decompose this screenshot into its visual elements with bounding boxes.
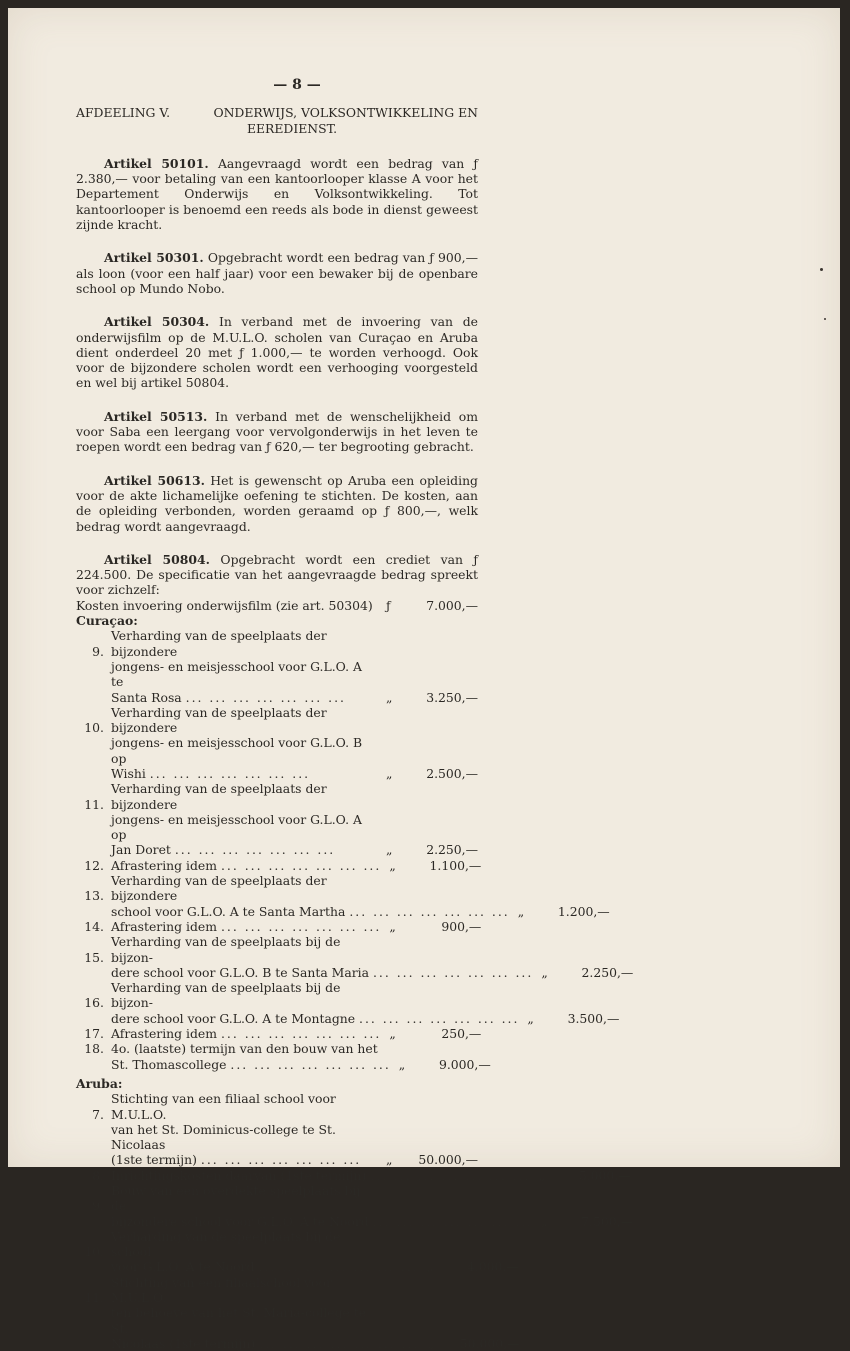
leader-dots: ... ... ... ... ... ... ... bbox=[258, 1259, 419, 1275]
expense-item-line bbox=[76, 628, 478, 659]
article-paragraph bbox=[76, 314, 478, 390]
item-amount: 3.500,— bbox=[567, 1010, 620, 1026]
item-description: Verharding van de speelplaats der bijzondere bbox=[111, 628, 327, 659]
expense-item-line bbox=[76, 1010, 620, 1026]
expense-item-line bbox=[76, 1026, 482, 1042]
leader-dots: ... ... ... ... ... ... ... bbox=[220, 857, 382, 873]
ditto-mark: „ bbox=[389, 1026, 396, 1042]
item-description: Verharding van de speelplaats der bijzondere bbox=[111, 704, 327, 736]
item-description: St. Thomascollege bbox=[111, 1056, 227, 1072]
film-cost-text: Kosten invoering onderwijsfilm (zie art. 50304) bbox=[76, 597, 373, 613]
item-description: ten behoeve van het St. Maria-college te St. bbox=[111, 1305, 367, 1336]
item-number: 9. bbox=[92, 643, 104, 659]
item-number: 8. bbox=[92, 1167, 104, 1183]
leader-dots: ... ... ... ... ... ... ... bbox=[259, 1335, 420, 1351]
expense-item-line bbox=[76, 1152, 478, 1167]
ditto-mark: „ bbox=[386, 765, 393, 781]
expense-item-line bbox=[76, 1305, 478, 1336]
ditto-mark: „ bbox=[386, 1152, 393, 1168]
item-description: Inrichtingskosten daarvan (1ste termijn) bbox=[111, 1167, 367, 1183]
item-description: Verharding van de speelplaats der bijzondere bbox=[111, 873, 327, 904]
item-description: Verharding van de speelplaats bij de bijzon- bbox=[111, 980, 341, 1011]
item-number: 17. bbox=[84, 1026, 104, 1042]
item-description: Verharding van de speelplaats bij de bijzon- bbox=[111, 934, 341, 965]
item-description: Bouw van een overdekte speelplaats bij de bbox=[111, 1183, 361, 1214]
paper-speck bbox=[824, 318, 826, 320]
aruba-items bbox=[76, 1091, 633, 1351]
expense-item-line bbox=[76, 1275, 478, 1306]
item-number: 9. bbox=[92, 1198, 104, 1214]
item-description: dere school voor G.L.O. A te Montagne bbox=[111, 1010, 356, 1026]
expense-item-line bbox=[76, 903, 610, 919]
expense-item-line bbox=[76, 1122, 478, 1153]
item-description: Stichting van een filiaal school voor M.U.L.O. bbox=[111, 1091, 336, 1122]
item-description: van het St. Dominicus-college te St. Nicolaas bbox=[111, 1121, 336, 1153]
item-description: Wishi bbox=[111, 765, 146, 781]
aruba-label: Aruba: bbox=[76, 1075, 123, 1091]
leader-dots: ... ... ... ... ... ... ... bbox=[149, 765, 311, 781]
leader-dots: ... ... ... ... ... ... ... bbox=[370, 1167, 531, 1183]
expense-item-line bbox=[76, 842, 478, 857]
item-description: jongens- en meisjesschool voor G.L.O. A te bbox=[111, 658, 362, 690]
leader-dots: ... ... ... ... ... ... ... bbox=[349, 903, 510, 919]
expense-item-line bbox=[76, 1213, 633, 1229]
expense-item-line bbox=[76, 918, 482, 934]
expense-item-line bbox=[76, 659, 478, 690]
item-description: Afrastering idem bbox=[111, 1026, 218, 1042]
item-amount: 1.100,— bbox=[429, 857, 482, 873]
leader-dots: ... ... ... ... ... ... ... bbox=[220, 918, 382, 934]
paper-speck bbox=[820, 268, 823, 271]
item-amount: 900,— bbox=[441, 918, 482, 934]
item-amount: 2.250,— bbox=[426, 842, 478, 858]
article-paragraphs bbox=[76, 156, 478, 598]
ditto-mark: „ bbox=[386, 842, 393, 858]
leader-dots: ... ... ... ... ... ... ... bbox=[372, 964, 534, 980]
item-amount: 2.250,— bbox=[581, 964, 634, 980]
item-number: 10. bbox=[84, 720, 104, 736]
ditto-mark: „ bbox=[426, 1259, 434, 1275]
expense-item-line bbox=[76, 690, 478, 705]
article-number: Artikel 50513. bbox=[104, 408, 208, 424]
item-description: jongens- en meisjesschool voor G.L.O. A op bbox=[111, 811, 362, 843]
item-number: 16. bbox=[84, 995, 104, 1011]
page-number: — 8 — bbox=[273, 77, 321, 93]
ditto-mark: „ bbox=[389, 857, 396, 873]
expense-item-line bbox=[76, 1091, 478, 1122]
item-number: 11. bbox=[84, 796, 104, 812]
ditto-mark: „ bbox=[517, 903, 525, 919]
expense-item-line bbox=[76, 1183, 478, 1214]
item-number: 10. bbox=[84, 1244, 104, 1260]
ditto-mark: „ bbox=[527, 1010, 534, 1026]
leader-dots: ... ... ... ... ... ... ... bbox=[200, 1152, 362, 1168]
item-description: bijzondere school voor G.L.O. A te Noord bbox=[111, 1213, 369, 1229]
expense-item-line bbox=[76, 934, 478, 965]
leader-dots: ... ... ... ... ... ... ... bbox=[372, 1213, 533, 1229]
article-number: Artikel 50304. bbox=[104, 314, 210, 330]
expense-item-line bbox=[76, 1335, 520, 1351]
item-number: 12. bbox=[84, 857, 104, 873]
item-description: Afrastering idem bbox=[111, 857, 218, 873]
article-paragraph bbox=[76, 552, 478, 598]
ditto-mark: „ bbox=[389, 918, 396, 934]
item-description: (1ste termijn) bbox=[111, 1152, 197, 1168]
section-heading bbox=[76, 105, 478, 136]
item-description: Santa Rosa bbox=[111, 689, 182, 705]
article-text: In verband met de wenschelijkheid om voor Saba een leergang voor vervolgonderwijs in het leven te roepen wordt een bedrag van ƒ 620,— ter begrooting gebracht. bbox=[76, 408, 478, 455]
expense-item-line bbox=[76, 1229, 478, 1260]
section-title-line1: ONDERWIJS, VOLKSONTWIKKELING EN bbox=[213, 105, 478, 121]
text-column bbox=[76, 77, 634, 1351]
item-amount: 1.200,— bbox=[557, 903, 610, 919]
item-description: Verharding van de speelplaats der bijzondere bbox=[111, 781, 327, 812]
item-amount: 50.000,— bbox=[418, 1152, 478, 1168]
ditto-mark: „ bbox=[386, 689, 393, 705]
section-title-line2: EEREDIENST. bbox=[246, 120, 338, 136]
ditto-mark: „ bbox=[538, 1167, 546, 1183]
item-number: 11. bbox=[84, 1290, 104, 1306]
article-number: Artikel 50301. bbox=[104, 250, 204, 266]
expense-item-line bbox=[76, 857, 482, 873]
document-page bbox=[8, 8, 840, 1351]
item-number: 15. bbox=[84, 949, 104, 965]
item-description: Afrastering idem bbox=[111, 918, 218, 934]
curacao-items bbox=[76, 628, 634, 1072]
article-text: In verband met de invoering van de onderwijsfilm op de M.U.L.O. scholen van Curaçao en Aruba dient onderdeel 20 met ƒ 1.000,— te worden verhoogd. Ook voor de bijzondere scholen wordt een verhooging voorgesteld en wel bij artikel 50804. bbox=[76, 314, 478, 391]
ditto-mark: „ bbox=[540, 1213, 548, 1229]
expense-item-line bbox=[76, 1259, 519, 1275]
leader-dots: ... ... ... ... ... ... ... bbox=[174, 842, 336, 858]
item-number: 7. bbox=[92, 1106, 104, 1122]
expense-item-line bbox=[76, 1167, 631, 1183]
expense-item-line bbox=[76, 1056, 491, 1072]
item-description: school voor G.L.O. A te Santa Martha bbox=[111, 903, 346, 919]
article-text: Opgebracht wordt een bedrag van ƒ 900,— als loon (voor een half jaar) voor een bewaker bij de openbare school op Mundo Nobo. bbox=[76, 250, 478, 296]
article-paragraph bbox=[76, 473, 478, 534]
item-amount: 4.000,— bbox=[466, 1259, 519, 1275]
expense-item-line bbox=[76, 873, 478, 904]
film-cost-amount: 7.000,— bbox=[426, 597, 478, 613]
ditto-mark: „ bbox=[398, 1056, 406, 1072]
item-amount: 9.000,— bbox=[438, 1056, 491, 1072]
item-amount: 7.500,— bbox=[581, 1213, 633, 1229]
article-text: Opgebracht wordt een crediet van ƒ 224.500. De specificatie van het aangevraagde bedrag spreekt voor zichzelf: bbox=[76, 551, 478, 598]
expense-item-line bbox=[76, 1041, 478, 1056]
item-description: voor G.L.O. A te Noord bbox=[111, 1259, 255, 1275]
curacao-label: Curaçao: bbox=[76, 613, 138, 629]
film-cost-row bbox=[76, 598, 478, 613]
leader-dots: ... ... ... ... ... ... ... bbox=[230, 1056, 391, 1072]
section-label: AFDEELING V. bbox=[76, 105, 171, 121]
leader-dots: ... ... ... ... ... ... ... bbox=[359, 1010, 520, 1026]
expense-item-line bbox=[76, 980, 478, 1011]
expense-item-line bbox=[76, 964, 634, 980]
article-number: Artikel 50613. bbox=[104, 472, 205, 488]
item-description: Nicolaas (1ste termijn) bbox=[111, 1335, 256, 1351]
item-description: 4o. (laatste) termijn van den bouw van het bbox=[111, 1041, 378, 1057]
expense-item-line bbox=[76, 812, 478, 843]
item-number: 14. bbox=[84, 918, 104, 934]
expense-item-line bbox=[76, 735, 478, 766]
expense-item-line bbox=[76, 766, 478, 781]
article-number: Artikel 50101. bbox=[104, 155, 209, 171]
currency-symbol: ƒ bbox=[386, 597, 391, 613]
expense-item-line bbox=[76, 781, 478, 812]
item-number: 13. bbox=[84, 888, 104, 904]
item-description: Stichting van een filiaalschool voor M.U.L.O. bbox=[111, 1274, 332, 1306]
item-description: Verharding van de speelplaats bij de school bbox=[111, 1228, 341, 1260]
item-amount: 3.250,— bbox=[426, 689, 478, 705]
item-description: Jan Doret bbox=[111, 842, 171, 858]
expense-item-line bbox=[76, 705, 478, 736]
article-text: Het is gewenscht op Aruba een opleiding voor de akte lichamelijke oefening te stichten. De kosten, aan de opleiding verbonden, worden geraamd op ƒ 800,—, welk bedrag wordt aangevraagd. bbox=[76, 472, 478, 534]
ditto-mark: „ bbox=[541, 964, 548, 980]
article-paragraph bbox=[76, 250, 478, 296]
article-text: Aangevraagd wordt een bedrag van ƒ 2.380,— voor betaling van een kantoorlooper klasse A voor het Departement Onderwijs en Volksontwikkeling. Tot kantoorlooper is benoemd een reeds als bode in dienst geweest zijnde kracht. bbox=[76, 155, 478, 233]
leader-dots: ... ... ... ... ... ... ... bbox=[185, 689, 346, 705]
leader-dots: ... ... ... ... ... ... ... bbox=[220, 1026, 382, 1042]
item-description: jongens- en meisjesschool voor G.L.O. B op bbox=[111, 735, 363, 766]
article-number: Artikel 50804. bbox=[104, 551, 210, 567]
item-amount: 5.000,— bbox=[578, 1167, 631, 1183]
item-amount: 50.000,— bbox=[459, 1335, 520, 1351]
item-amount: 2.500,— bbox=[426, 765, 478, 781]
article-paragraph bbox=[76, 156, 478, 232]
item-description: dere school voor G.L.O. B te Santa Maria bbox=[111, 964, 370, 980]
article-paragraph bbox=[76, 409, 478, 455]
item-number: 18. bbox=[84, 1041, 104, 1057]
item-amount: 250,— bbox=[441, 1026, 482, 1042]
ditto-mark: „ bbox=[427, 1335, 434, 1351]
